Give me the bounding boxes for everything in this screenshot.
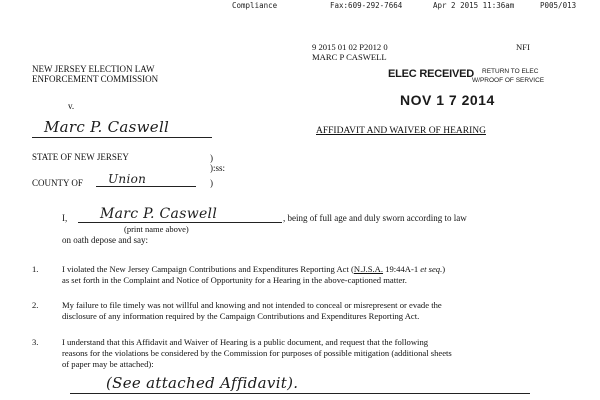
item-3-line1: I understand that this Affidavit and Waiver of Hearing is a public document, and request that the following <box>62 337 429 347</box>
item-3-line2: reasons for the violations be considered by the Commission for purposes of possible mitigation (additional sheets <box>62 348 452 358</box>
item-3-reason-underline <box>70 393 530 394</box>
fax-sender: Compliance <box>232 1 278 10</box>
received-date-stamp: NOV 1 7 2014 <box>400 92 495 108</box>
respondent-underline <box>32 137 212 138</box>
item-2-number: 2. <box>32 300 39 310</box>
venue-state: STATE OF NEW JERSEY <box>32 152 129 162</box>
agency-line1: NEW JERSEY ELECTION LAW <box>32 64 155 74</box>
respondent-signature: Marc P. Caswell <box>44 118 170 136</box>
oath-name-handwritten: Marc P. Caswell <box>100 206 218 222</box>
item-2-line2: disclosure of any information required by the Campaign Contributions and Expenditures Reporting Act. <box>62 311 420 321</box>
versus-label: v. <box>68 101 75 111</box>
case-name: MARC P CASWELL <box>312 52 387 62</box>
oath-prefix: I, <box>62 213 68 223</box>
item-1-number: 1. <box>32 264 39 274</box>
fax-number: Fax:609-292-7664 <box>330 1 403 10</box>
fax-page: P005/013 <box>540 1 577 10</box>
item-1-line1: I violated the New Jersey Campaign Contributions and Expenditures Reporting Act (N.J.S.A. 19:44A-1 et seq.) <box>62 264 446 274</box>
oath-line2: on oath depose and say: <box>62 235 148 245</box>
item-3-line3: of paper may be attached): <box>62 359 154 369</box>
oath-print-hint: (print name above) <box>124 224 189 234</box>
document-title: AFFIDAVIT AND WAIVER OF HEARING <box>316 126 486 136</box>
venue-county-label: COUNTY OF <box>32 178 83 188</box>
venue-paren-1: ) <box>210 153 213 163</box>
item-1-line2: as set forth in the Complaint and Notice of Opportunity for a Hearing in the above-captioned matter. <box>62 275 407 285</box>
venue-paren-3: ) <box>210 178 213 188</box>
return-stamp-line2: W/PROOF OF SERVICE <box>472 77 545 84</box>
return-stamp-line1: RETURN TO ELEC <box>482 68 539 75</box>
agency-line2: ENFORCEMENT COMMISSION <box>32 74 159 84</box>
received-stamp: ELEC RECEIVED <box>388 68 475 80</box>
fax-datetime: Apr 2 2015 11:36am <box>433 1 515 10</box>
venue-ss: ):ss: <box>210 163 226 173</box>
county-underline <box>96 186 196 187</box>
venue-county-handwritten: Union <box>108 172 147 186</box>
item-3-handwritten-reason: (See attached Affidavit). <box>106 374 299 392</box>
case-code: NFI <box>516 42 530 52</box>
case-number: 9 2015 01 02 P2012 0 <box>312 42 388 52</box>
oath-name-underline <box>78 222 282 223</box>
item-3-number: 3. <box>32 337 39 347</box>
item-2-line1: My failure to file timely was not willful and knowing and not intended to conceal or misrepresent or evade the <box>62 300 442 310</box>
oath-suffix: , being of full age and duly sworn according to law <box>283 213 467 223</box>
